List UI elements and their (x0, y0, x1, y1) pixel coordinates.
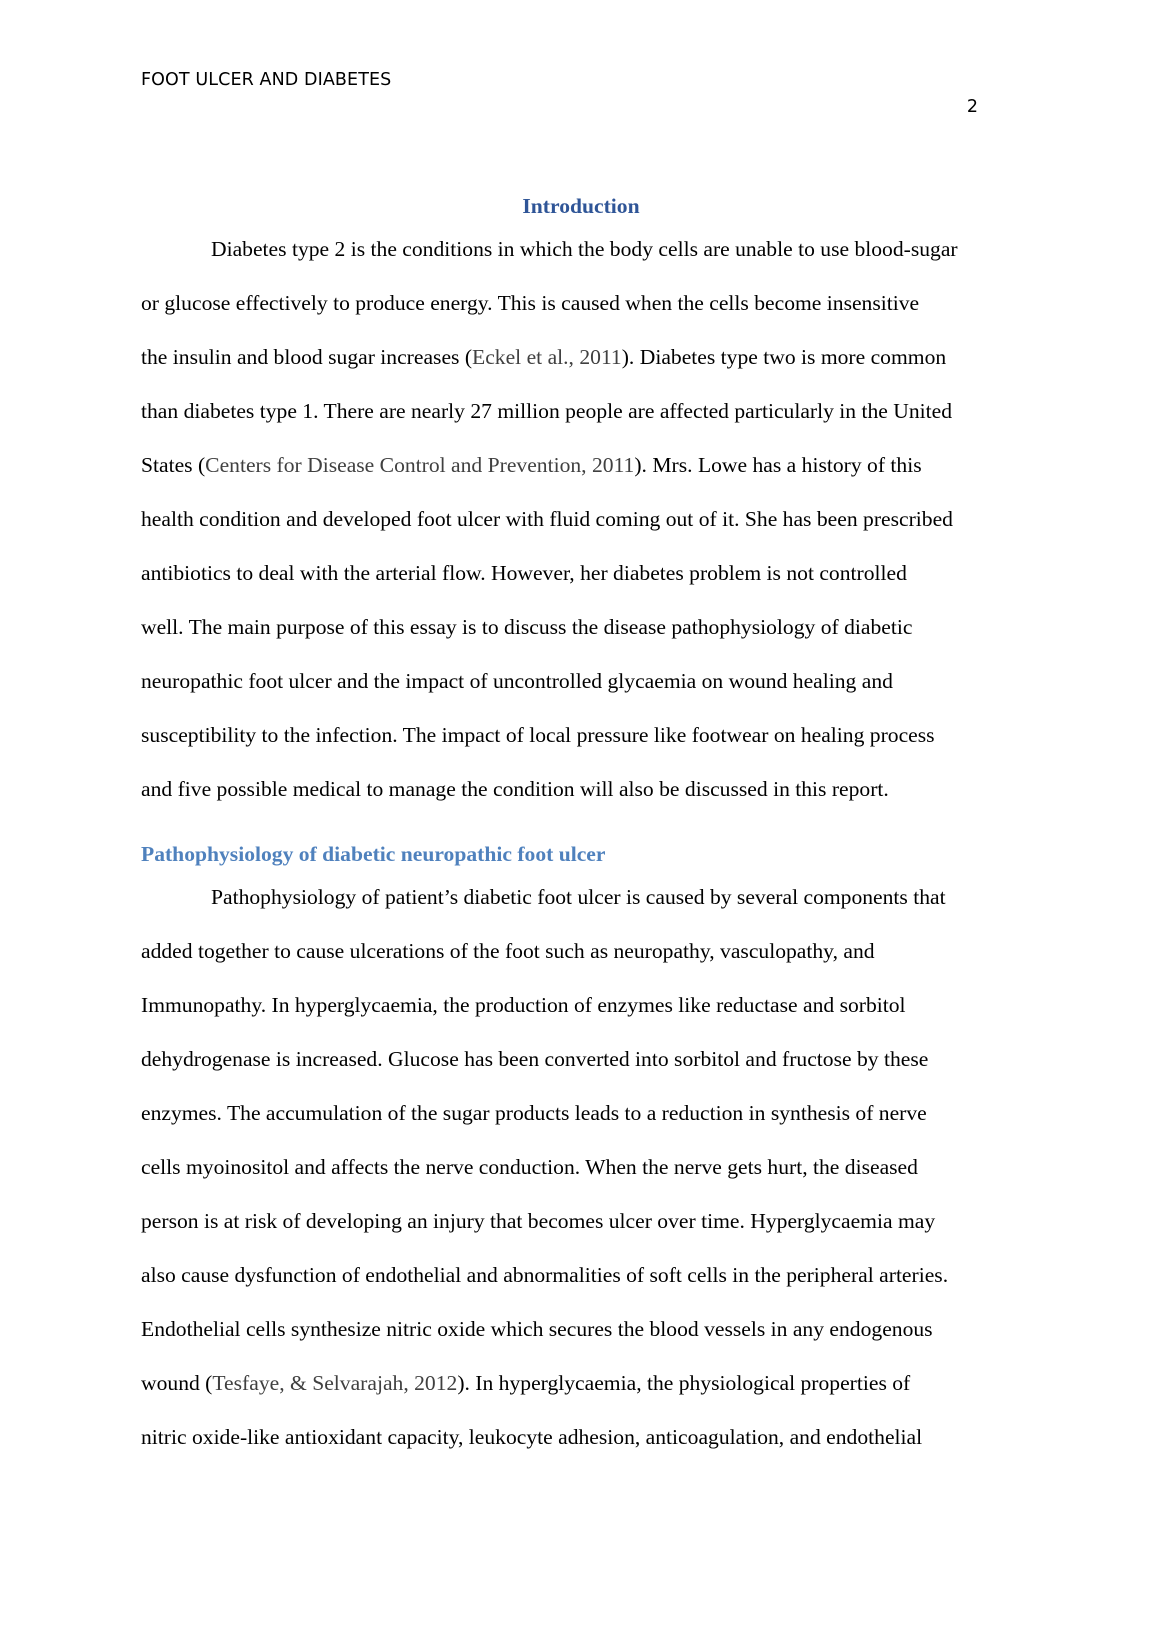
text-line (141, 762, 1021, 816)
text-run: ). In hyperglycaemia, the physiological properties of (457, 1371, 911, 1395)
citation: Eckel et al., 2011 (472, 345, 622, 369)
text-run: Immunopathy. In hyperglycaemia, the production of enzymes like reductase and sorbitol (141, 993, 906, 1017)
text-line (141, 708, 1021, 762)
text-run: than diabetes type 1. There are nearly 27 million people are affected particularly in the United (141, 399, 953, 423)
text-run: Endothelial cells synthesize nitric oxide which secures the blood vessels in any endogenous (141, 1317, 933, 1341)
text-run: or glucose effectively to produce energy. This is caused when the cells become insensitive (141, 291, 920, 315)
text-line (141, 924, 1021, 978)
text-run: ). Mrs. Lowe has a history of this (634, 453, 922, 477)
text-run: wound ( (141, 1371, 213, 1395)
text-run: health condition and developed foot ulcer with fluid coming out of it. She has been prescribed (141, 507, 953, 531)
text-line (141, 222, 1021, 276)
text-line (141, 438, 1021, 492)
text-run: Pathophysiology of patient’s diabetic foot ulcer is caused by several components that (211, 885, 946, 909)
text-line (141, 1194, 1021, 1248)
text-line (141, 384, 1021, 438)
running-head: FOOT ULCER AND DIABETES (141, 70, 392, 90)
text-run: dehydrogenase is increased. Glucose has been converted into sorbitol and fructose by these (141, 1047, 929, 1071)
text-run: States ( (141, 453, 206, 477)
text-run: Diabetes type 2 is the conditions in which the body cells are unable to use blood-sugar (211, 237, 958, 261)
text-run: ). Diabetes type two is more common (621, 345, 947, 369)
citation: Centers for Disease Control and Prevention, 2011 (205, 453, 635, 477)
text-line (141, 492, 1021, 546)
text-run: added together to cause ulcerations of the foot such as neuropathy, vasculopathy, and (141, 939, 875, 963)
text-run: cells myoinositol and affects the nerve conduction. When the nerve gets hurt, the diseased (141, 1155, 918, 1179)
text-line (141, 1302, 1021, 1356)
text-run: antibiotics to deal with the arterial flow. However, her diabetes problem is not controlled (141, 561, 907, 585)
text-line (141, 546, 1021, 600)
text-line (141, 870, 1021, 924)
document-body (141, 188, 1021, 1464)
text-line (141, 978, 1021, 1032)
section-spacer (141, 816, 1021, 836)
text-line (141, 1410, 1021, 1464)
citation: Tesfaye, & Selvarajah, 2012 (212, 1371, 458, 1395)
text-run: person is at risk of developing an injury that becomes ulcer over time. Hyperglycaemia may (141, 1209, 936, 1233)
text-run: enzymes. The accumulation of the sugar products leads to a reduction in synthesis of nerve (141, 1101, 927, 1125)
text-run: also cause dysfunction of endothelial and abnormalities of soft cells in the peripheral arteries. (141, 1263, 949, 1287)
text-line (141, 654, 1021, 708)
text-run: and five possible medical to manage the condition will also be discussed in this report. (141, 777, 889, 801)
pathophysiology-paragraph (141, 870, 1021, 1464)
text-line (141, 1248, 1021, 1302)
introduction-heading: Introduction (522, 194, 640, 218)
text-line (141, 1140, 1021, 1194)
text-line (141, 330, 1021, 384)
text-line (141, 276, 1021, 330)
text-run: nitric oxide-like antioxidant capacity, leukocyte adhesion, anticoagulation, and endothelial (141, 1425, 923, 1449)
text-line (141, 1356, 1021, 1410)
introduction-paragraph (141, 222, 1021, 816)
text-line (141, 1032, 1021, 1086)
text-run: the insulin and blood sugar increases ( (141, 345, 473, 369)
text-line (141, 1086, 1021, 1140)
text-run: neuropathic foot ulcer and the impact of uncontrolled glycaemia on wound healing and (141, 669, 893, 693)
page-number: 2 (966, 97, 978, 117)
pathophysiology-heading: Pathophysiology of diabetic neuropathic foot ulcer (141, 842, 606, 866)
text-line (141, 600, 1021, 654)
text-run: susceptibility to the infection. The impact of local pressure like footwear on healing process (141, 723, 935, 747)
text-run: well. The main purpose of this essay is to discuss the disease pathophysiology of diabetic (141, 615, 913, 639)
